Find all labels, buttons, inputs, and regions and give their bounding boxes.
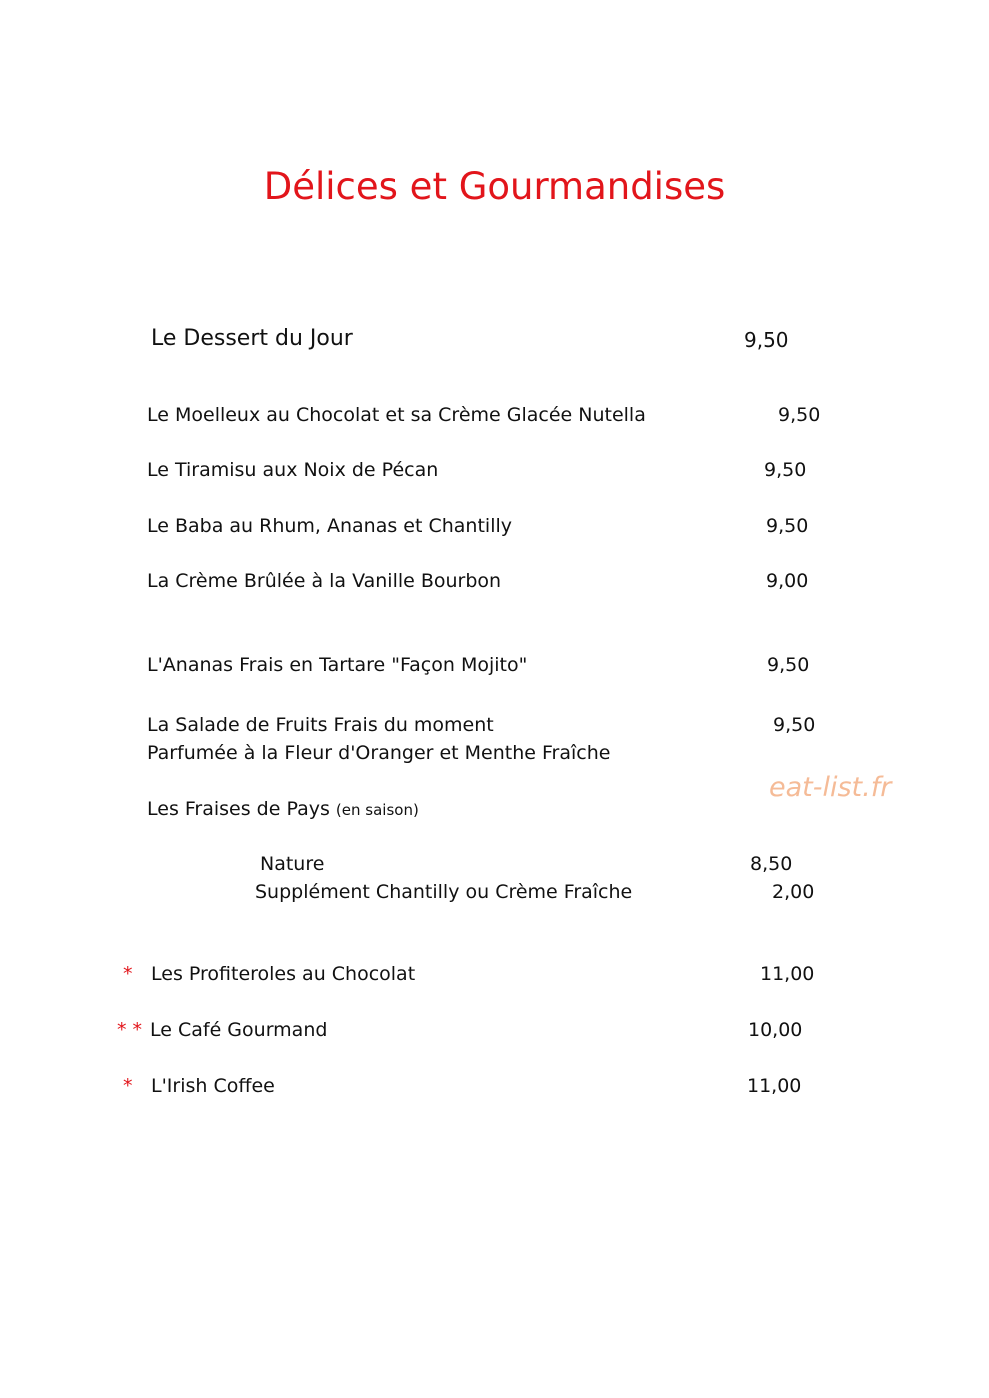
item-price-creme-brulee: 9,00 xyxy=(766,570,809,592)
item-price-supplement: 2,00 xyxy=(772,881,815,903)
item-name-dessert-du-jour: Le Dessert du Jour xyxy=(151,326,353,351)
item-name-salade-fruits: La Salade de Fruits Frais du moment xyxy=(147,714,494,736)
item-name-nature: Nature xyxy=(260,853,325,875)
item-price-salade-fruits: 9,50 xyxy=(773,714,816,736)
item-price-tiramisu: 9,50 xyxy=(764,459,807,481)
item-marker-cafe-gourmand: * * xyxy=(117,1019,143,1041)
item-fraises xyxy=(147,796,419,823)
item-name-irish-coffee: L'Irish Coffee xyxy=(151,1075,275,1097)
item-name-baba: Le Baba au Rhum, Ananas et Chantilly xyxy=(147,515,513,537)
item-name-moelleux: Le Moelleux au Chocolat et sa Crème Glacée Nutella xyxy=(147,404,646,426)
page-title: Délices et Gourmandises xyxy=(263,165,726,208)
item-name-cafe-gourmand: Le Café Gourmand xyxy=(150,1019,328,1041)
item-price-cafe-gourmand: 10,00 xyxy=(748,1019,803,1041)
item-name-tiramisu: Le Tiramisu aux Noix de Pécan xyxy=(147,459,439,481)
item-price-dessert-du-jour: 9,50 xyxy=(744,328,789,352)
item-price-nature: 8,50 xyxy=(750,853,793,875)
item-price-moelleux: 9,50 xyxy=(778,404,821,426)
item-price-baba: 9,50 xyxy=(766,515,809,537)
item-note-fraises: (en saison) xyxy=(335,801,419,819)
item-name-creme-brulee: La Crème Brûlée à la Vanille Bourbon xyxy=(147,570,502,592)
item-price-irish-coffee: 11,00 xyxy=(747,1075,802,1097)
item-price-ananas: 9,50 xyxy=(767,654,810,676)
item-name-ananas: L'Ananas Frais en Tartare "Façon Mojito" xyxy=(147,654,528,676)
watermark: eat-list.fr xyxy=(769,772,892,803)
item-name-profiteroles: Les Profiteroles au Chocolat xyxy=(151,963,416,985)
item-marker-profiteroles: * xyxy=(123,963,133,985)
item-price-profiteroles: 11,00 xyxy=(760,963,815,985)
item-marker-irish-coffee: * xyxy=(123,1075,133,1097)
item-name-fraises: Les Fraises de Pays xyxy=(147,798,330,820)
item-subline-salade-fruits: Parfumée à la Fleur d'Oranger et Menthe Fraîche xyxy=(147,742,611,764)
item-name-supplement: Supplément Chantilly ou Crème Fraîche xyxy=(255,881,633,903)
